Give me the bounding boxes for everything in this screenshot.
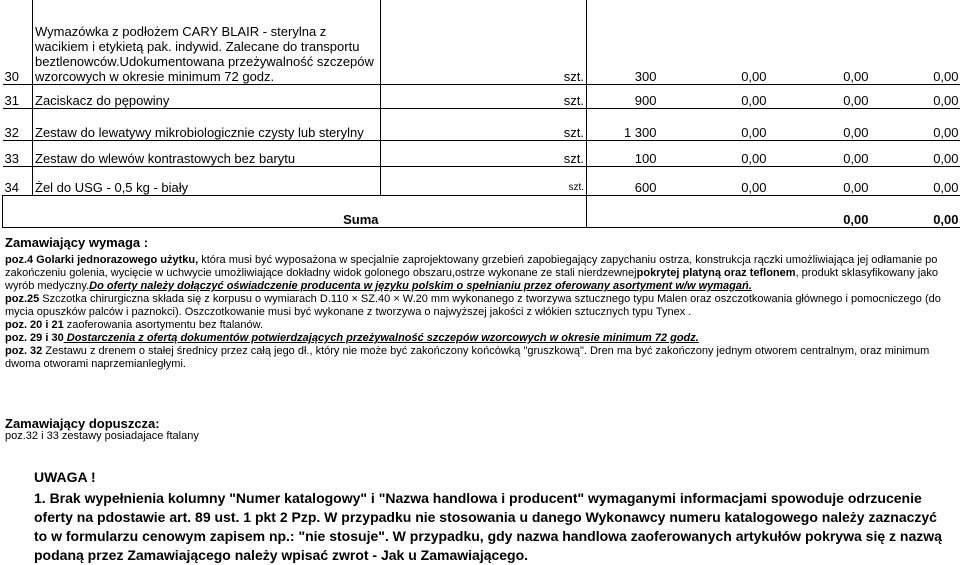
table-row: [3, 0, 960, 84]
warning-title: UWAGA !: [34, 468, 954, 487]
sum-label: Suma: [3, 195, 381, 227]
sum-row: [3, 195, 960, 227]
row-value-gross: 0,00: [871, 140, 960, 166]
row-value-gross: 0,00: [871, 166, 960, 195]
requirement-poz20-21: poz. 20 i 21 zaoferowania asortymentu bez ftalanów.: [5, 319, 955, 332]
row-quantity: 900: [587, 84, 659, 108]
row-price: 0,00: [659, 84, 769, 108]
row-description: Zestaw do wlewów kontrastowych bez barytu: [33, 140, 381, 166]
row-description: Zaciskacz do pępowiny: [33, 84, 381, 108]
requirements-section: [5, 236, 955, 371]
row-quantity: 100: [587, 140, 659, 166]
row-value-net: 0,00: [769, 166, 871, 195]
row-unit: szt.: [381, 108, 587, 140]
row-value-gross: 0,00: [871, 0, 960, 84]
row-number: 30: [3, 0, 33, 84]
requirement-poz32: poz. 32 Zestawu z drenem o stałej średnicy przez całą jego dł., który nie może być zakończony końcówką "gruszkową". Dren ma być zakończony jednym otworem centralnym, oraz minimum dwoma otworami naprzemianległymi.: [5, 345, 955, 371]
row-price: 0,00: [659, 108, 769, 140]
row-price: 0,00: [659, 0, 769, 84]
warning-text: 1. Brak wypełnienia kolumny "Numer katalogowy" i "Nazwa handlowa i producent" wymaganymi informacjami spowoduje odrzucenie oferty na pdostawie art. 89 ust. 1 pkt 2 Pzp. W przypadku nie stosowania u danego Wykonawcy numeru katalogowego należy zaznaczyć to w formularzu cenowym zapisem np.: "nie stosuje". W przypadku, gdy nazwa handlowa zaoferowanych artykułów pokrywa się z nazwą podaną przez Zamawiającego należy wpisać zwrot - Jak u Zamawiającego.: [34, 489, 954, 565]
row-description: Wymazówka z podłożem CARY BLAIR - sterylna z wacikiem i etykietą pak. indywid. Zalecane do transportu beztlenowców.Udokumentowana przeżywalność szczepów wzorcowych w okresie minimum 72 godz.: [33, 0, 381, 84]
row-number: 32: [3, 108, 33, 140]
table-row: [3, 140, 960, 166]
warning-section: [34, 468, 954, 565]
row-unit: szt.: [381, 140, 587, 166]
allowed-section: [5, 417, 199, 443]
row-number: 33: [3, 140, 33, 166]
row-quantity: 300: [587, 0, 659, 84]
row-price: 0,00: [659, 166, 769, 195]
row-price: 0,00: [659, 140, 769, 166]
allowed-text: poz.32 i 33 zestawy posiadajace ftalany: [5, 430, 199, 443]
row-unit: szt.: [381, 0, 587, 84]
row-description: Zestaw do lewatywy mikrobiologicznie czysty lub sterylny: [33, 108, 381, 140]
sum-value-gross: 0,00: [871, 195, 960, 227]
row-quantity: 1 300: [587, 108, 659, 140]
allowed-heading: Zamawiający dopuszcza:: [5, 417, 199, 430]
requirement-poz25: poz.25 Szczotka chirurgiczna składa się z korpusu o wymiarach D.110 × SZ.40 × W.20 mm wykonanego z tworzywa sztucznego typu Malen oraz oszczotkowania głównego i pomocniczego (do mycia opuszków palców i paznokci). Oszczotkowanie musi być wykonane z tworzywa o najwyższej jakości z włókien sztucznych typu Tynex .: [5, 293, 955, 319]
requirement-poz29-30: poz. 29 i 30 Dostarczenia z ofertą dokumentów potwierdzających przeżywalność szczepów wzorcowych w okresie minimum 72 godz.: [5, 332, 955, 345]
row-unit: szt.: [381, 166, 587, 195]
row-value-net: 0,00: [769, 0, 871, 84]
row-value-gross: 0,00: [871, 84, 960, 108]
table-row: [3, 166, 960, 195]
row-quantity: 600: [587, 166, 659, 195]
requirement-poz4: poz.4 Golarki jednorazowego użytku, która musi być wyposażona w specjalnie zaprojektowany grzebień zapobiegający zapychaniu ostrza, konstrukcja rączki umożliwiająca jej odłamanie po zakończeniu golenia, wycięcie w uchwycie umożliwiające dokładny widok golonego obszaru,ostrze wykonane ze stali nierdzewnejpokrytej platyną oraz teflonem, produkt sklasyfikowany jako wyrób medyczny.Do oferty należy dołączyć oświadczenie producenta w języku polskim o spełnianiu przez oferowany asortyment w/w wymagań.: [5, 254, 955, 293]
row-value-net: 0,00: [769, 84, 871, 108]
row-value-net: 0,00: [769, 108, 871, 140]
row-number: 31: [3, 84, 33, 108]
table-row: [3, 84, 960, 108]
requirements-heading: Zamawiający wymaga :: [5, 236, 955, 249]
row-description: Żel do USG - 0,5 kg - biały: [33, 166, 381, 195]
row-value-gross: 0,00: [871, 108, 960, 140]
row-unit: szt.: [381, 84, 587, 108]
row-number: 34: [3, 166, 33, 195]
table-row: [3, 108, 960, 140]
sum-value-net: 0,00: [769, 195, 871, 227]
items-table: [2, 0, 960, 228]
row-value-net: 0,00: [769, 140, 871, 166]
